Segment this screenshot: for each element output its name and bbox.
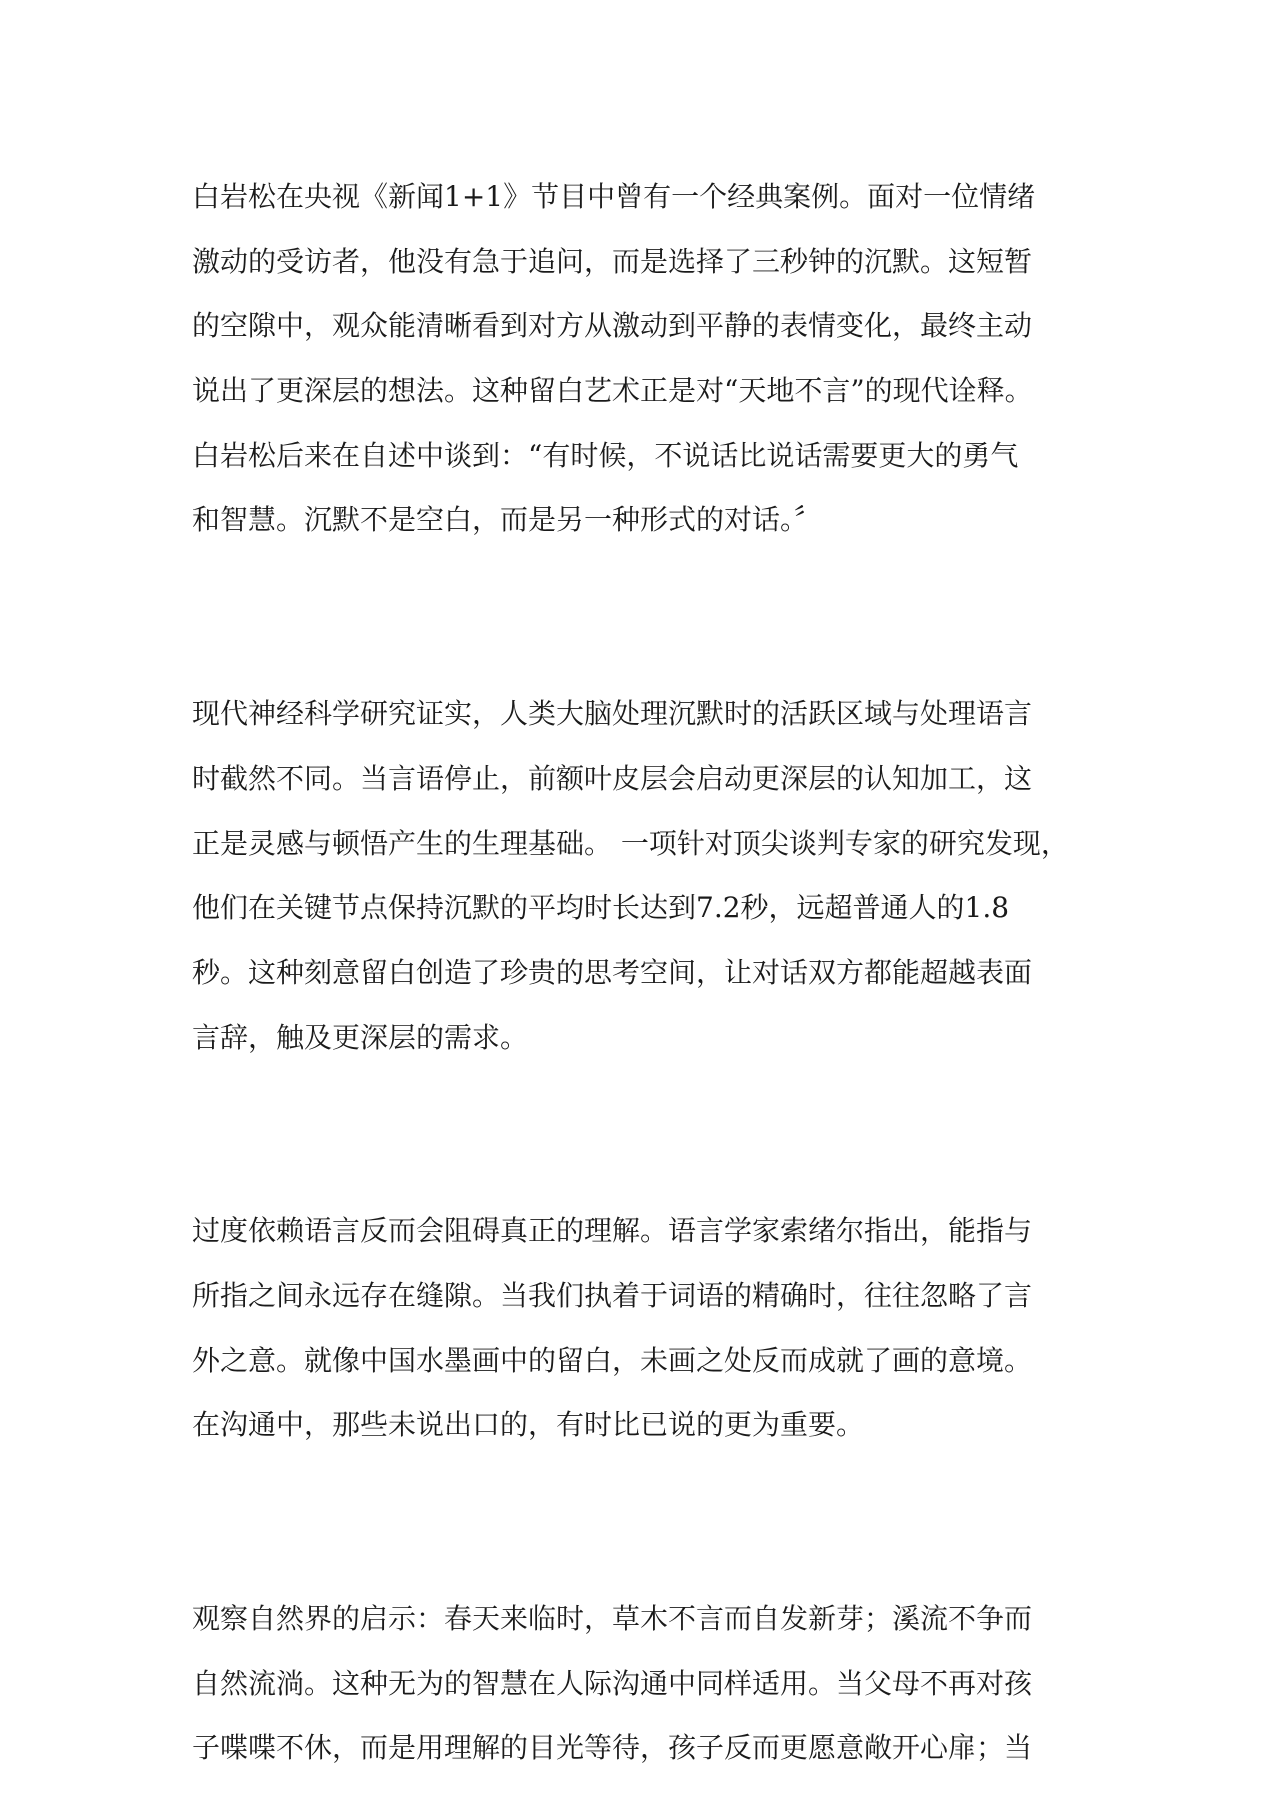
paragraph-spacer — [192, 1070, 1122, 1199]
paragraph-line: 子喋喋不休，而是用理解的目光等待，孩子反而更愿意敞开心扉；当 — [192, 1731, 1033, 1765]
paragraph-3 — [192, 1199, 1122, 1458]
paragraph-4 — [192, 1587, 1122, 1781]
paragraph-spacer — [192, 1458, 1122, 1587]
paragraph-line: 的空隙中，观众能清晰看到对方从激动到平静的表情变化，最终主动 — [192, 309, 1033, 343]
paragraph-line: 正是灵感与顿悟产生的生理基础。 一项针对顶尖谈判专家的研究发现， — [192, 826, 1069, 860]
paragraph-line: 在沟通中，那些未说出口的，有时比已说的更为重要。 — [192, 1408, 865, 1442]
paragraph-line: 白岩松在央视《新闻1+1》节目中曾有一个经典案例。面对一位情绪 — [192, 180, 1036, 213]
paragraph-line: 所指之间永远存在缝隙。当我们执着于词语的精确时，往往忽略了言 — [192, 1278, 1033, 1312]
paragraph-line: 现代神经科学研究证实，人类大脑处理沉默时的活跃区域与处理语言 — [192, 697, 1033, 731]
paragraph-spacer — [192, 553, 1122, 682]
paragraph-line: 观察自然界的启示：春天来临时，草木不言而自发新芽；溪流不争而 — [192, 1602, 1033, 1635]
paragraph-line: 秒。这种刻意留白创造了珍贵的思考空间，让对话双方都能超越表面 — [192, 955, 1033, 989]
paragraph-line: 激动的受访者，他没有急于追问，而是选择了三秒钟的沉默。这短暂 — [192, 244, 1033, 278]
paragraph-2 — [192, 682, 1122, 1070]
paragraph-line: 和智慧。沉默不是空白，而是另一种形式的对话。〞 — [192, 503, 823, 537]
paragraph-line: 外之意。就像中国水墨画中的留白，未画之处反而成就了画的意境。 — [192, 1343, 1033, 1377]
paragraph-line: 他们在关键节点保持沉默的平均时长达到7.2秒，远超普通人的1.8 — [192, 891, 1010, 925]
paragraph-line: 说出了更深层的想法。这种留白艺术正是对“天地不言”的现代诠释。 — [192, 374, 1033, 408]
document-body — [192, 165, 1122, 1781]
paragraph-line: 自然流淌。这种无为的智慧在人际沟通中同样适用。当父母不再对孩 — [192, 1666, 1033, 1700]
paragraph-line: 白岩松后来在自述中谈到：“有时候，不说话比说话需要更大的勇气 — [192, 438, 1019, 472]
paragraph-line: 言辞，触及更深层的需求。 — [192, 1020, 529, 1054]
paragraph-1 — [192, 165, 1122, 553]
paragraph-line: 过度依赖语言反而会阻碍真正的理解。语言学家索绪尔指出，能指与 — [192, 1214, 1033, 1248]
paragraph-line: 时截然不同。当言语停止，前额叶皮层会启动更深层的认知加工，这 — [192, 761, 1033, 795]
